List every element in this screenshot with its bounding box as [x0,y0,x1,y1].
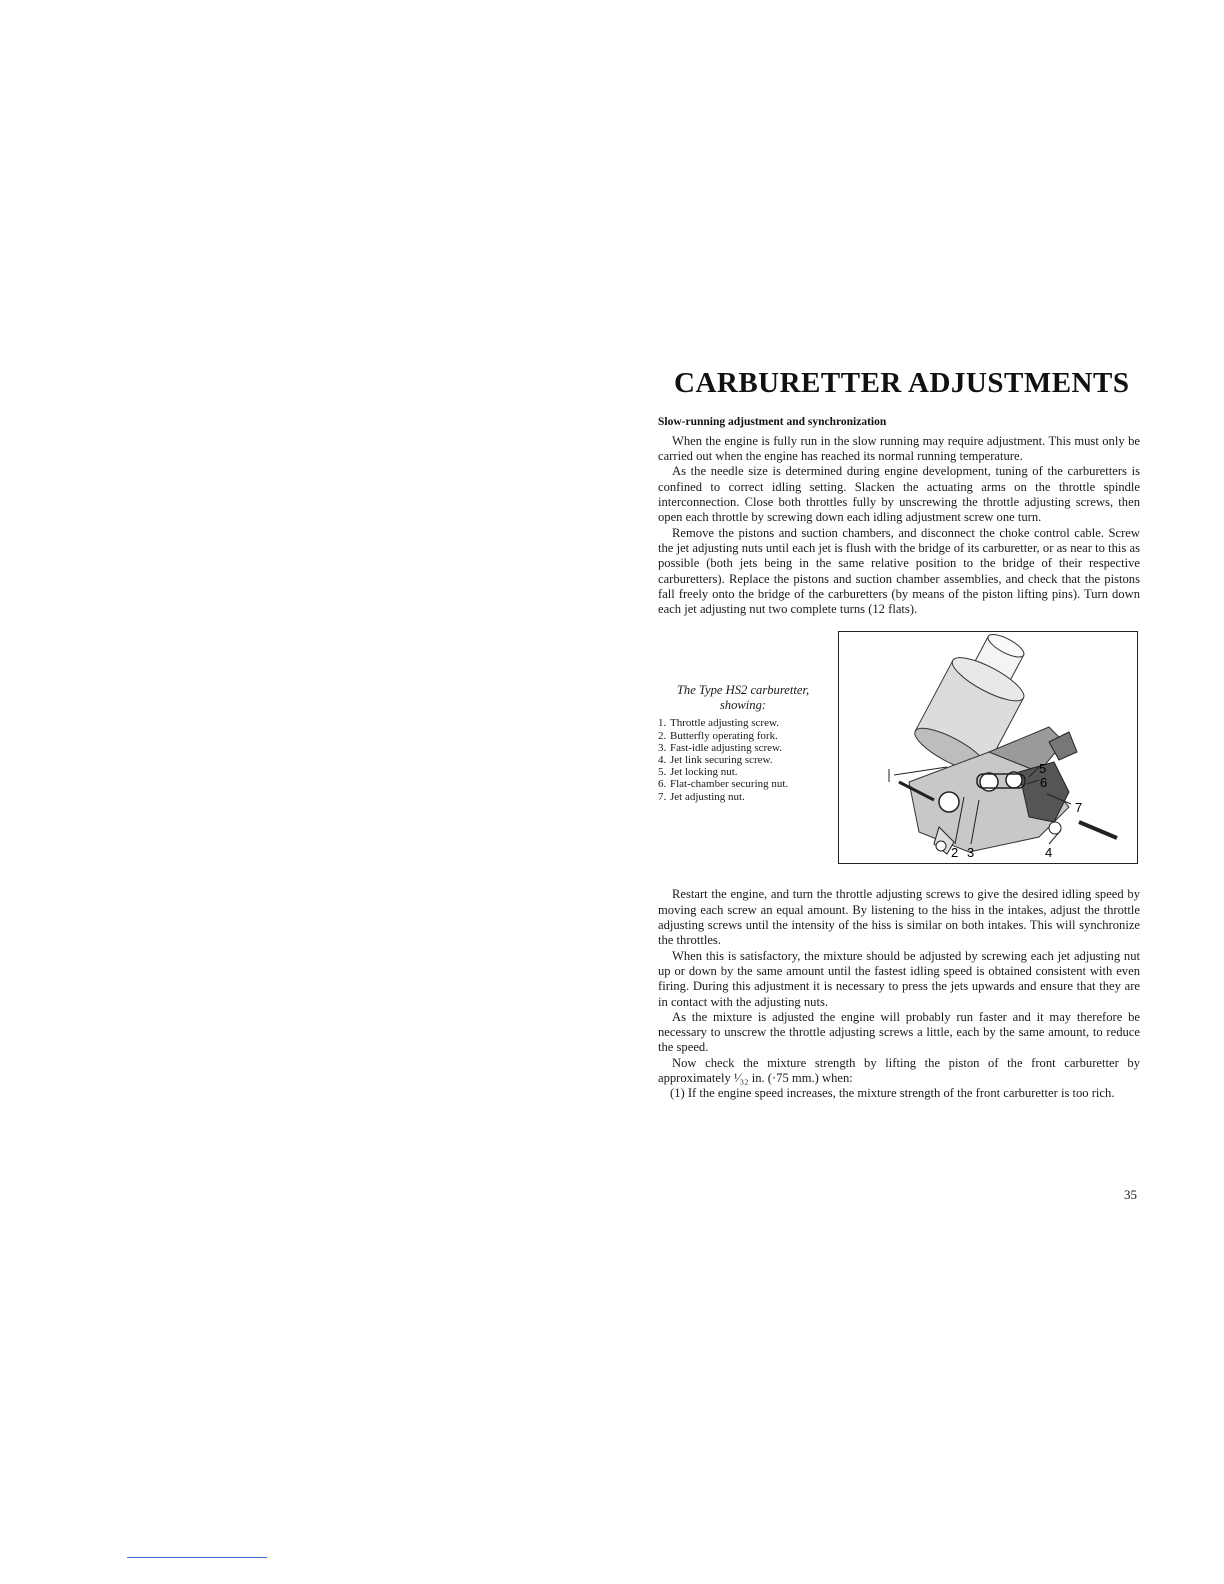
paragraph: Restart the engine, and turn the throttle adjusting screws to give the desired idling speed by moving each screw an equal amount. By listening to the hiss in the intakes, adjust the throttle adjusting screws until the intensity of the hiss is similar on both intakes. This will synchronize the throttles. [658,887,1140,948]
page-content [658,368,1140,1102]
callout-label: 6 [1040,775,1048,791]
paragraph: Remove the pistons and suction chambers, and disconnect the choke control cable. Screw the jet adjusting nuts until each jet is flush with the bridge of its carburetter, or as near to this as possible (both jets being in the same relative position to the bridge of their respective carburetters). Replace the pistons and suction chamber assemblies, and check that the pistons fall freely onto the bridge of the carburetters (by means of the piston lifting pins). Turn down each jet adjusting nut two complete turns (12 flats). [658,525,1140,617]
paragraph: As the needle size is determined during engine development, tuning of the carburetters is confined to correct idling setting. Slacken the actuating arms on the throttle spindle interconnection. Close both throttles fully by unscrewing the throttle adjusting screws, then open each throttle by screwing down each idling adjustment screw one turn. [658,464,1140,525]
figure-block [658,631,1140,877]
carburetter-drawing [839,632,1137,863]
caption-item: 5. Jet locking nut. [658,766,738,779]
callout-label: 2 [951,845,959,861]
caption-item: 3. Fast-idle adjusting screw. [658,741,783,754]
caption-item: 7. Jet adjusting nut. [658,790,745,803]
callout-label: 5 [1039,761,1047,777]
figure-caption [658,683,828,802]
footnote-rule [127,1557,267,1558]
caption-list [658,717,828,802]
caption-title: The Type HS2 carburetter, showing: [676,683,810,713]
numbered-list-item: (1) If the engine speed increases, the mixture strength of the front carburetter is too rich. [670,1086,1115,1101]
caption-item: 4. Jet link securing screw. [658,754,773,767]
caption-item: 2. Butterfly operating fork. [658,729,778,742]
callout-label: 7 [1075,800,1083,816]
section-heading: Slow-running adjustment and synchronization [658,415,887,428]
page-title: CARBURETTER ADJUSTMENTS [674,367,1130,399]
caption-item: 6. Flat-chamber securing nut. [658,778,789,791]
carburetter-illustration [838,631,1138,864]
paragraph: Now check the mixture strength by lifting the piston of the front carburetter by approximately ¹⁄₃₂ in. (·75 mm.) when: [658,1055,1140,1086]
paragraph: As the mixture is adjusted the engine will probably run faster and it may therefore be necessary to unscrew the throttle adjusting screws a little, each by the same amount, to reduce the speed. [658,1009,1140,1055]
paragraph: When the engine is fully run in the slow running may require adjustment. This must only be carried out when the engine has reached its normal running temperature. [658,433,1140,464]
callout-label: 3 [967,845,975,861]
caption-item: 1. Throttle adjusting screw. [658,717,779,730]
callout-label: 4 [1045,845,1053,861]
paragraph: When this is satisfactory, the mixture should be adjusted by screwing each jet adjusting nut up or down by the same amount until the fastest idling speed is obtained consistent with even firing. During this adjustment it is necessary to press the jets upwards and ensure that they are in contact with the adjusting nuts. [658,948,1140,1009]
page-number: 35 [1124,1187,1137,1202]
